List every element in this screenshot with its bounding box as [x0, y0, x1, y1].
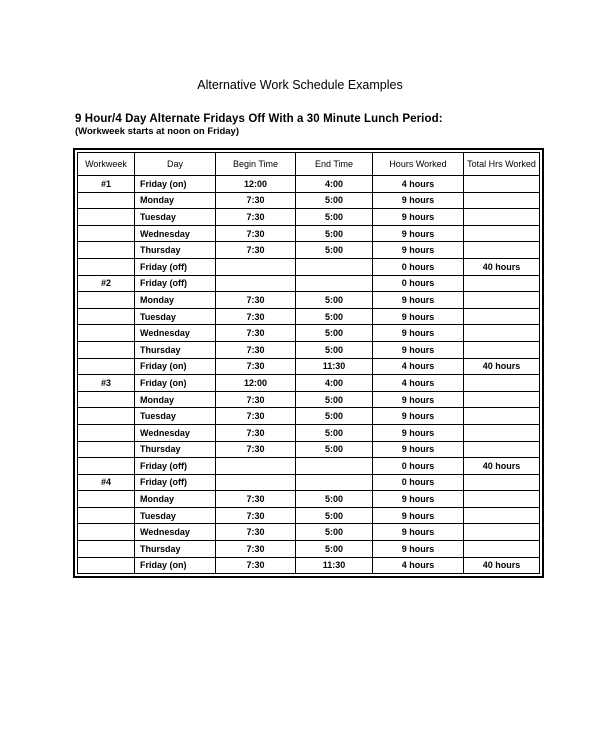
- begin-time-cell: 12:00: [216, 375, 296, 392]
- begin-time-cell: 7:30: [216, 424, 296, 441]
- day-cell: Friday (on): [135, 176, 216, 193]
- workweek-cell: [78, 458, 135, 475]
- total-hours-cell: [464, 308, 540, 325]
- table-row: [78, 341, 540, 358]
- table-row: [78, 441, 540, 458]
- end-time-cell: 5:00: [296, 441, 373, 458]
- day-cell: Friday (off): [135, 275, 216, 292]
- table-row: [78, 192, 540, 209]
- hours-worked-cell: 9 hours: [373, 524, 464, 541]
- workweek-cell: [78, 557, 135, 574]
- end-time-cell: 4:00: [296, 176, 373, 193]
- day-cell: Thursday: [135, 242, 216, 259]
- workweek-cell: [78, 408, 135, 425]
- hours-worked-cell: 9 hours: [373, 491, 464, 508]
- begin-time-cell: 7:30: [216, 242, 296, 259]
- begin-time-cell: 7:30: [216, 209, 296, 226]
- total-hours-cell: 40 hours: [464, 458, 540, 475]
- hours-worked-cell: 9 hours: [373, 424, 464, 441]
- end-time-cell: 5:00: [296, 541, 373, 558]
- end-time-cell: [296, 258, 373, 275]
- hours-worked-cell: 9 hours: [373, 325, 464, 342]
- total-hours-cell: [464, 541, 540, 558]
- hours-worked-cell: 4 hours: [373, 557, 464, 574]
- table-row: [78, 541, 540, 558]
- schedule-table: [77, 152, 540, 574]
- day-cell: Monday: [135, 192, 216, 209]
- table-row: [78, 507, 540, 524]
- table-row: [78, 308, 540, 325]
- begin-time-cell: [216, 258, 296, 275]
- hours-worked-cell: 9 hours: [373, 341, 464, 358]
- total-hours-cell: 40 hours: [464, 358, 540, 375]
- table-row: [78, 391, 540, 408]
- table-row: [78, 258, 540, 275]
- begin-time-cell: 7:30: [216, 325, 296, 342]
- end-time-cell: 5:00: [296, 192, 373, 209]
- workweek-cell: [78, 541, 135, 558]
- begin-time-cell: 7:30: [216, 292, 296, 309]
- day-cell: Friday (off): [135, 258, 216, 275]
- workweek-cell: [78, 209, 135, 226]
- header-workweek: Workweek: [78, 153, 135, 176]
- end-time-cell: 5:00: [296, 308, 373, 325]
- hours-worked-cell: 0 hours: [373, 275, 464, 292]
- hours-worked-cell: 9 hours: [373, 209, 464, 226]
- hours-worked-cell: 4 hours: [373, 358, 464, 375]
- total-hours-cell: [464, 242, 540, 259]
- workweek-cell: [78, 292, 135, 309]
- total-hours-cell: [464, 524, 540, 541]
- total-hours-cell: [464, 391, 540, 408]
- day-cell: Thursday: [135, 541, 216, 558]
- end-time-cell: 5:00: [296, 424, 373, 441]
- workweek-cell: [78, 192, 135, 209]
- total-hours-cell: [464, 275, 540, 292]
- total-hours-cell: [464, 408, 540, 425]
- table-row: [78, 474, 540, 491]
- begin-time-cell: [216, 458, 296, 475]
- day-cell: Friday (on): [135, 375, 216, 392]
- workweek-cell: [78, 258, 135, 275]
- workweek-cell: [78, 325, 135, 342]
- total-hours-cell: [464, 424, 540, 441]
- total-hours-cell: 40 hours: [464, 258, 540, 275]
- hours-worked-cell: 0 hours: [373, 474, 464, 491]
- day-cell: Wednesday: [135, 325, 216, 342]
- total-hours-cell: [464, 507, 540, 524]
- total-hours-cell: [464, 491, 540, 508]
- hours-worked-cell: 9 hours: [373, 441, 464, 458]
- hours-worked-cell: 9 hours: [373, 507, 464, 524]
- hours-worked-cell: 9 hours: [373, 391, 464, 408]
- table-row: [78, 242, 540, 259]
- begin-time-cell: [216, 474, 296, 491]
- begin-time-cell: 7:30: [216, 408, 296, 425]
- workweek-cell: [78, 491, 135, 508]
- table-row: [78, 225, 540, 242]
- table-row: [78, 491, 540, 508]
- hours-worked-cell: 9 hours: [373, 292, 464, 309]
- workweek-cell: #3: [78, 375, 135, 392]
- day-cell: Friday (off): [135, 474, 216, 491]
- workweek-cell: #2: [78, 275, 135, 292]
- begin-time-cell: 7:30: [216, 225, 296, 242]
- workweek-cell: [78, 507, 135, 524]
- workweek-cell: [78, 242, 135, 259]
- end-time-cell: 11:30: [296, 358, 373, 375]
- total-hours-cell: [464, 225, 540, 242]
- page-title: Alternative Work Schedule Examples: [197, 78, 403, 92]
- begin-time-cell: 7:30: [216, 524, 296, 541]
- hours-worked-cell: 0 hours: [373, 258, 464, 275]
- end-time-cell: 5:00: [296, 408, 373, 425]
- header-end-time: End Time: [296, 153, 373, 176]
- table-row: [78, 375, 540, 392]
- hours-worked-cell: 9 hours: [373, 225, 464, 242]
- workweek-cell: [78, 391, 135, 408]
- hours-worked-cell: 9 hours: [373, 242, 464, 259]
- begin-time-cell: 12:00: [216, 176, 296, 193]
- day-cell: Monday: [135, 391, 216, 408]
- day-cell: Monday: [135, 292, 216, 309]
- schedule-subtitle: 9 Hour/4 Day Alternate Fridays Off With a 30 Minute Lunch Period:: [75, 113, 443, 125]
- table-row: [78, 458, 540, 475]
- total-hours-cell: 40 hours: [464, 557, 540, 574]
- workweek-note: (Workweek starts at noon on Friday): [75, 126, 239, 137]
- table-row: [78, 209, 540, 226]
- total-hours-cell: [464, 192, 540, 209]
- end-time-cell: 5:00: [296, 341, 373, 358]
- table-row: [78, 524, 540, 541]
- table-row: [78, 408, 540, 425]
- hours-worked-cell: 4 hours: [373, 375, 464, 392]
- begin-time-cell: 7:30: [216, 341, 296, 358]
- total-hours-cell: [464, 441, 540, 458]
- day-cell: Friday (off): [135, 458, 216, 475]
- header-total-hours: Total Hrs Worked: [464, 153, 540, 176]
- table-row: [78, 424, 540, 441]
- day-cell: Tuesday: [135, 507, 216, 524]
- day-cell: Friday (on): [135, 557, 216, 574]
- total-hours-cell: [464, 375, 540, 392]
- workweek-cell: [78, 358, 135, 375]
- table-row: [78, 358, 540, 375]
- begin-time-cell: 7:30: [216, 358, 296, 375]
- day-cell: Tuesday: [135, 308, 216, 325]
- end-time-cell: 5:00: [296, 524, 373, 541]
- hours-worked-cell: 9 hours: [373, 541, 464, 558]
- total-hours-cell: [464, 209, 540, 226]
- total-hours-cell: [464, 341, 540, 358]
- begin-time-cell: [216, 275, 296, 292]
- end-time-cell: 5:00: [296, 242, 373, 259]
- end-time-cell: 5:00: [296, 491, 373, 508]
- end-time-cell: [296, 474, 373, 491]
- workweek-cell: [78, 308, 135, 325]
- begin-time-cell: 7:30: [216, 507, 296, 524]
- table-header-row: [78, 153, 540, 176]
- header-day: Day: [135, 153, 216, 176]
- table-row: [78, 176, 540, 193]
- day-cell: Wednesday: [135, 424, 216, 441]
- begin-time-cell: 7:30: [216, 557, 296, 574]
- day-cell: Thursday: [135, 441, 216, 458]
- hours-worked-cell: 9 hours: [373, 408, 464, 425]
- end-time-cell: 5:00: [296, 325, 373, 342]
- table-row: [78, 325, 540, 342]
- day-cell: Wednesday: [135, 524, 216, 541]
- day-cell: Wednesday: [135, 225, 216, 242]
- begin-time-cell: 7:30: [216, 391, 296, 408]
- total-hours-cell: [464, 474, 540, 491]
- header-begin-time: Begin Time: [216, 153, 296, 176]
- workweek-cell: #4: [78, 474, 135, 491]
- end-time-cell: [296, 458, 373, 475]
- workweek-cell: [78, 424, 135, 441]
- end-time-cell: 5:00: [296, 225, 373, 242]
- total-hours-cell: [464, 176, 540, 193]
- hours-worked-cell: 4 hours: [373, 176, 464, 193]
- hours-worked-cell: 9 hours: [373, 308, 464, 325]
- schedule-table-frame: [73, 148, 544, 578]
- end-time-cell: [296, 275, 373, 292]
- end-time-cell: 11:30: [296, 557, 373, 574]
- hours-worked-cell: 0 hours: [373, 458, 464, 475]
- begin-time-cell: 7:30: [216, 192, 296, 209]
- workweek-cell: [78, 225, 135, 242]
- begin-time-cell: 7:30: [216, 308, 296, 325]
- table-row: [78, 275, 540, 292]
- day-cell: Tuesday: [135, 209, 216, 226]
- begin-time-cell: 7:30: [216, 491, 296, 508]
- workweek-cell: #1: [78, 176, 135, 193]
- hours-worked-cell: 9 hours: [373, 192, 464, 209]
- workweek-cell: [78, 341, 135, 358]
- end-time-cell: 5:00: [296, 391, 373, 408]
- end-time-cell: 5:00: [296, 209, 373, 226]
- total-hours-cell: [464, 325, 540, 342]
- begin-time-cell: 7:30: [216, 541, 296, 558]
- day-cell: Thursday: [135, 341, 216, 358]
- day-cell: Tuesday: [135, 408, 216, 425]
- total-hours-cell: [464, 292, 540, 309]
- schedule-body: [78, 176, 540, 574]
- begin-time-cell: 7:30: [216, 441, 296, 458]
- workweek-cell: [78, 524, 135, 541]
- table-row: [78, 557, 540, 574]
- day-cell: Friday (on): [135, 358, 216, 375]
- day-cell: Monday: [135, 491, 216, 508]
- table-row: [78, 292, 540, 309]
- header-hours-worked: Hours Worked: [373, 153, 464, 176]
- end-time-cell: 5:00: [296, 292, 373, 309]
- workweek-cell: [78, 441, 135, 458]
- end-time-cell: 5:00: [296, 507, 373, 524]
- end-time-cell: 4:00: [296, 375, 373, 392]
